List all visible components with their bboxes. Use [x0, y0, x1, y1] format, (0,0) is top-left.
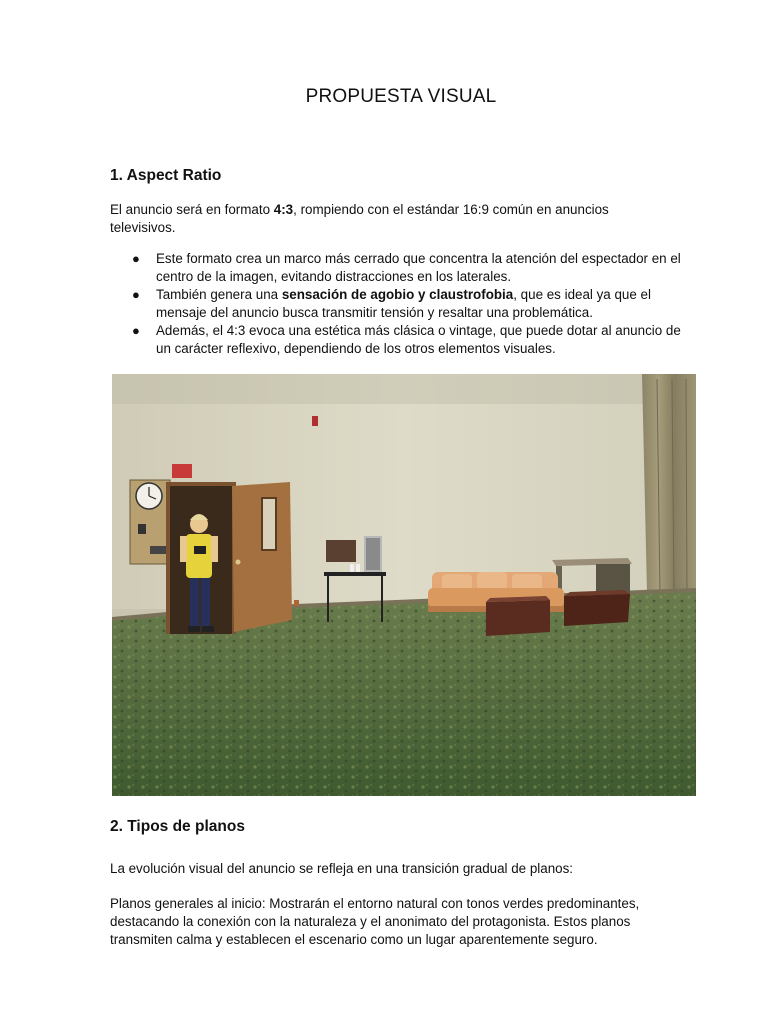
bullet-item — [110, 322, 690, 358]
bullet-icon: ● — [132, 287, 140, 302]
bullet-icon: ● — [132, 323, 140, 338]
page-title: PROPUESTA VISUAL — [305, 86, 497, 107]
section-heading-aspect-ratio: 1. Aspect Ratio — [110, 167, 222, 184]
bullet-text: Este formato crea un marco más cerrado que concentra la atención del espectador en el centro de la imagen, evitando distracciones en los laterales. — [156, 251, 681, 284]
section-heading-shot-types: 2. Tipos de planos — [110, 818, 245, 835]
bullet-text-bold: sensación de agobio y claustrofobia — [281, 287, 514, 302]
intro-text-start: El anuncio será en formato — [110, 202, 274, 217]
room-photo — [112, 374, 696, 796]
bullet-text-end: , que es ideal ya que el mensaje del anuncio busca transmitir tensión y resaltar una problemática. — [156, 287, 651, 320]
aspect-ratio-intro — [110, 201, 670, 237]
intro-text-end: , rompiendo con el estándar 16:9 común en anuncios televisivos. — [110, 202, 609, 235]
intro-text-bold: 4:3 — [273, 202, 294, 217]
shot-types-intro: La evolución visual del anuncio se refleja en una transición gradual de planos: — [110, 861, 574, 876]
room-illustration — [112, 374, 696, 796]
bullet-icon: ● — [132, 251, 140, 266]
bullet-text: También genera una — [156, 287, 282, 302]
bullet-item — [110, 286, 690, 322]
aspect-ratio-bullet-list — [110, 250, 690, 358]
bullet-text: Además, el 4:3 evoca una estética más clásica o vintage, que puede dotar al anuncio de un carácter reflexivo, dependiendo de los otros elementos visuales. — [156, 323, 681, 356]
shot-types-general-plans: Planos generales al inicio: Mostrarán el entorno natural con tonos verdes predominantes, destacando la conexión con la naturaleza y el anonimato del protagonista. Estos planos transmiten calma y establecen el escenario como un lugar aparentemente seguro. — [110, 896, 640, 947]
bullet-item — [110, 250, 690, 286]
